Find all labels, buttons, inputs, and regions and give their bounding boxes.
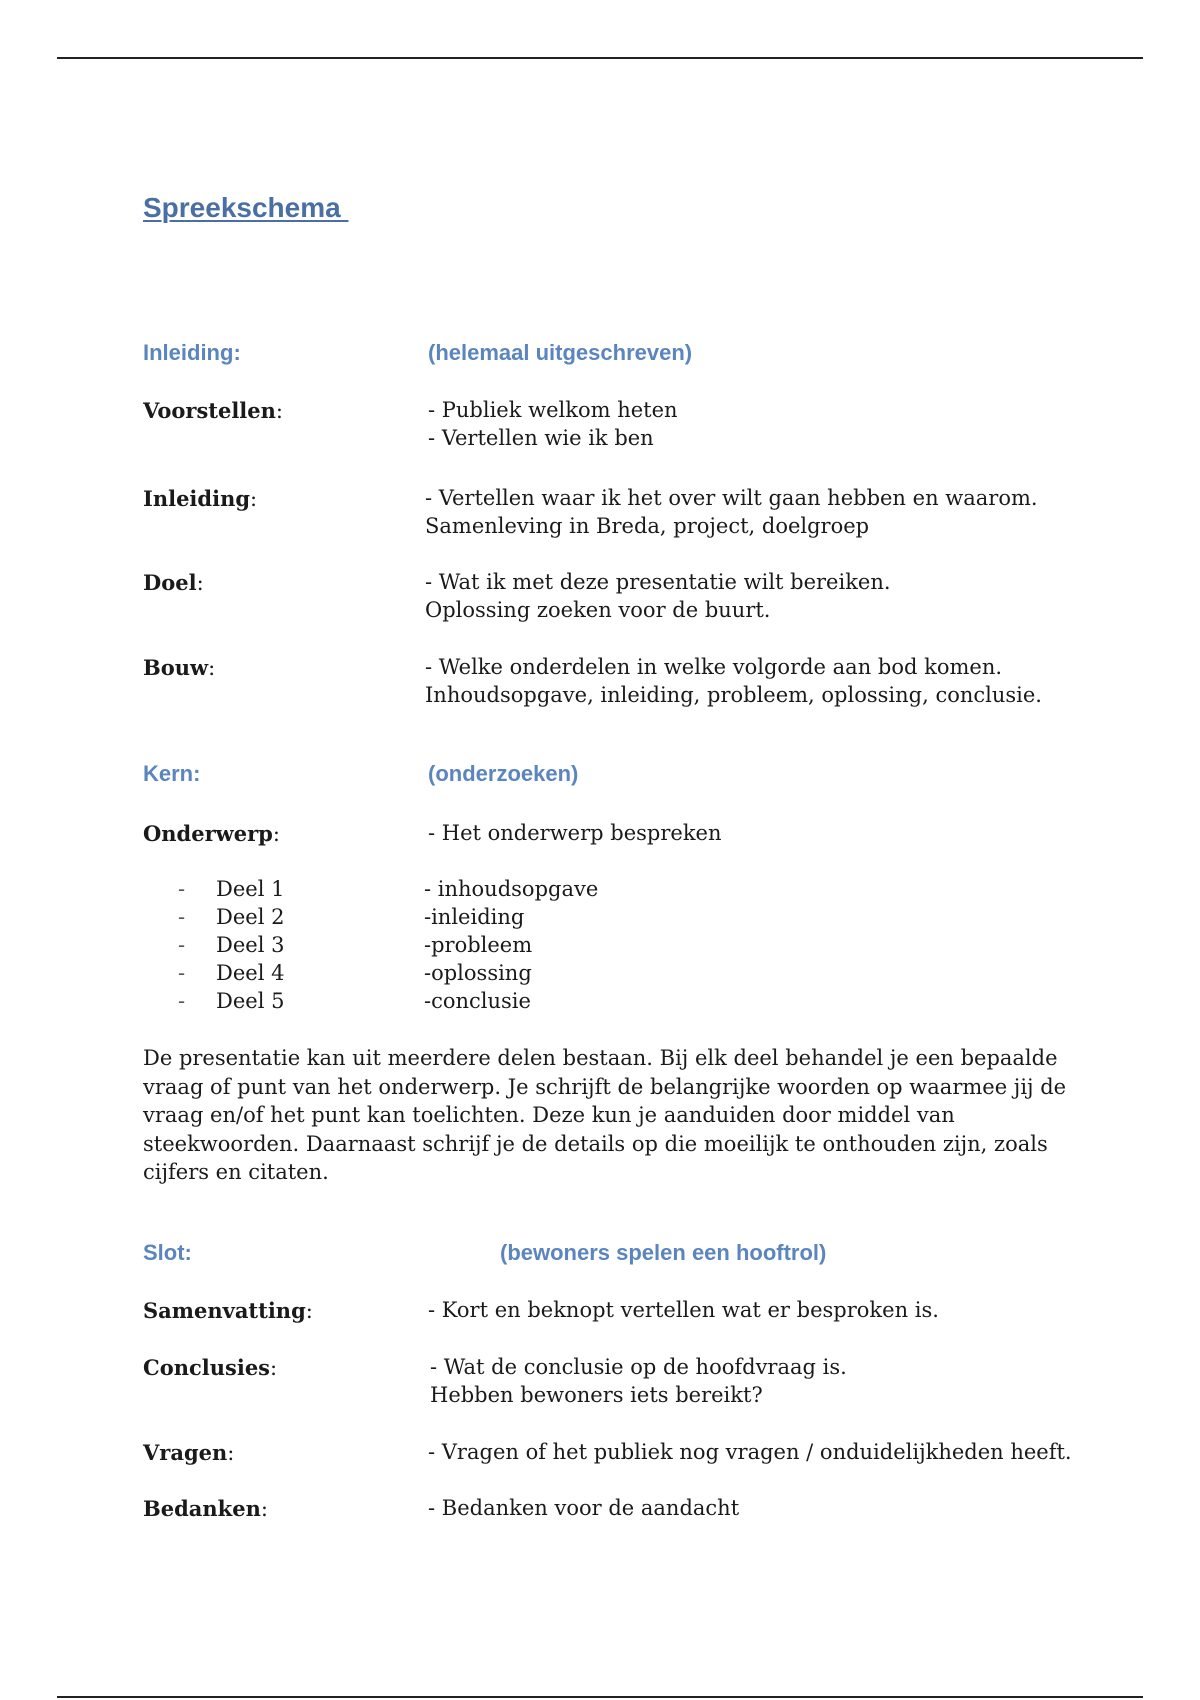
row-value-vragen: - Vragen of het publiek nog vragen / onduidelijkheden heeft. bbox=[428, 1440, 1072, 1464]
list-item-value: - inhoudsopgave bbox=[424, 877, 599, 901]
section-note-inleiding: (helemaal uitgeschreven) bbox=[428, 340, 693, 365]
row-label-inleiding: Inleiding: bbox=[143, 486, 258, 511]
list-item: - Deel 2 bbox=[178, 905, 285, 929]
row-label-voorstellen: Voorstellen: bbox=[143, 398, 283, 423]
list-item: - Deel 4 bbox=[178, 961, 285, 985]
row-value-inleiding: - Vertellen waar ik het over wilt gaan hebben en waarom. Samenleving in Breda, project, doelgroep bbox=[425, 486, 1038, 538]
list-item-value: -probleem bbox=[424, 933, 533, 957]
bottom-rule bbox=[57, 1696, 1143, 1698]
row-value-samenvatting: - Kort en beknopt vertellen wat er besproken is. bbox=[428, 1298, 939, 1322]
row-label-onderwerp: Onderwerp: bbox=[143, 821, 280, 846]
row-value-doel: - Wat ik met deze presentatie wilt bereiken. Oplossing zoeken voor de buurt. bbox=[425, 570, 891, 622]
row-label-vragen: Vragen: bbox=[143, 1440, 235, 1465]
list-item-value: -oplossing bbox=[424, 961, 532, 985]
section-heading-kern: Kern: bbox=[143, 761, 201, 786]
list-item: - Deel 3 bbox=[178, 933, 285, 957]
row-label-samenvatting: Samenvatting: bbox=[143, 1298, 313, 1323]
row-value-bedanken: - Bedanken voor de aandacht bbox=[428, 1496, 740, 1520]
row-value-onderwerp: - Het onderwerp bespreken bbox=[428, 821, 722, 845]
row-label-bedanken: Bedanken: bbox=[143, 1496, 268, 1521]
top-rule bbox=[57, 57, 1143, 59]
section-heading-inleiding: Inleiding: bbox=[143, 340, 241, 365]
list-item: - Deel 1 bbox=[178, 877, 285, 901]
row-label-doel: Doel: bbox=[143, 570, 204, 595]
row-label-conclusies: Conclusies: bbox=[143, 1355, 278, 1380]
kern-paragraph: De presentatie kan uit meerdere delen bestaan. Bij elk deel behandel je een bepaalde vraag of punt van het onderwerp. Je schrijft de belangrijke woorden op waarmee jij de vraag en/of het punt kan toelichten. Deze kun je aanduiden door middel van steekwoorden. Daarnaast schrijf je de details op die moeilijk te onthouden zijn, zoals cijfers en citaten. bbox=[143, 1046, 1067, 1184]
row-value-voorstellen: - Publiek welkom heten - Vertellen wie ik ben bbox=[428, 398, 678, 450]
list-item-value: -conclusie bbox=[424, 989, 531, 1013]
row-value-conclusies: - Wat de conclusie op de hoofdvraag is. Hebben bewoners iets bereikt? bbox=[430, 1355, 847, 1407]
list-item-value: -inleiding bbox=[424, 905, 525, 929]
list-item: - Deel 5 bbox=[178, 989, 285, 1013]
section-heading-slot: Slot: bbox=[143, 1240, 192, 1265]
row-label-bouw: Bouw: bbox=[143, 655, 216, 680]
section-note-kern: (onderzoeken) bbox=[428, 761, 579, 786]
row-value-bouw: - Welke onderdelen in welke volgorde aan bod komen. Inhoudsopgave, inleiding, probleem, oplossing, conclusie. bbox=[425, 655, 1042, 707]
page-title: Spreekschema bbox=[143, 192, 349, 223]
section-note-slot: (bewoners spelen een hooftrol) bbox=[500, 1240, 827, 1265]
